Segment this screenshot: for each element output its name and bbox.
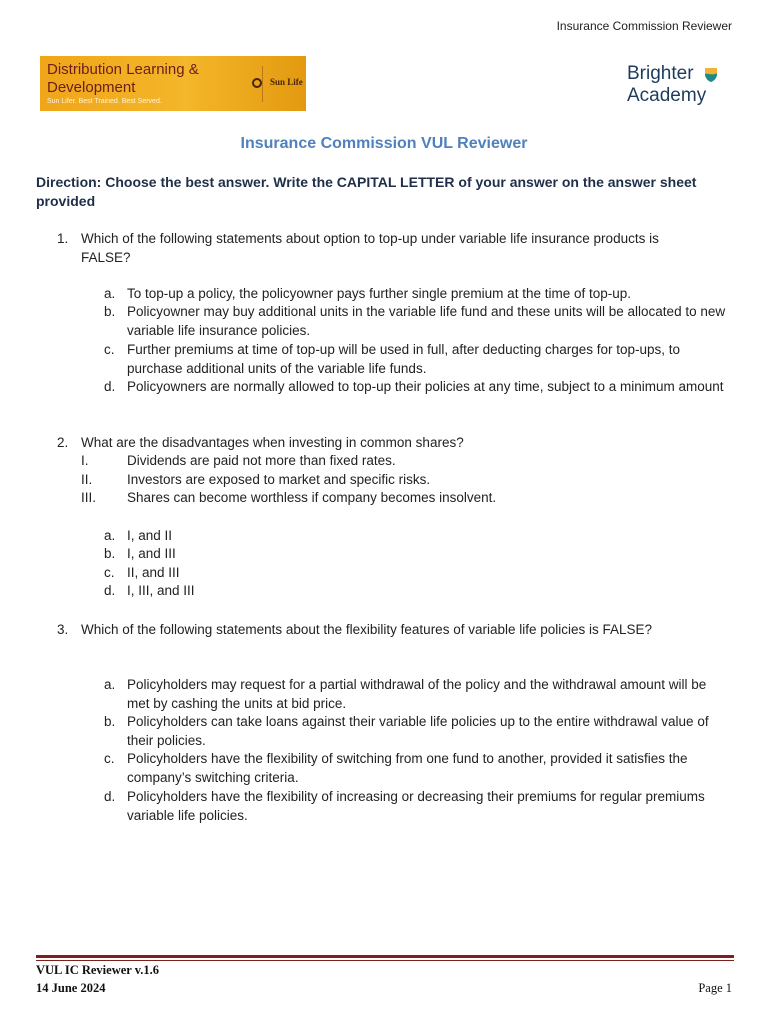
option-text: I, and II	[127, 528, 173, 543]
roman-item-text: Shares can become worthless if company becomes insolvent.	[127, 490, 497, 505]
brighter-wordmark: Brighter	[627, 63, 694, 84]
academy-wordmark: Academy	[627, 85, 707, 106]
footer-rule-thick	[36, 955, 734, 958]
question-number: 1.	[57, 231, 69, 246]
footer-rule-thin	[36, 960, 734, 961]
option-text: Policyowner may buy additional units in the variable life fund and these units will be allocated to new variable life insurance policies.	[127, 304, 726, 338]
direction-text: Direction: Choose the best answer. Write the CAPITAL LETTER of your answer on the answer sheet provided	[36, 174, 697, 209]
option-letter: c.	[104, 751, 115, 766]
option-text: Policyholders may request for a partial withdrawal of the policy and the withdrawal amount will be met by cashing the units at bid price.	[127, 677, 707, 711]
distribution-learning-logo	[40, 56, 306, 111]
dld-logo-line2: Development	[47, 79, 136, 96]
option-letter: a.	[104, 286, 116, 301]
option-text: Policyholders have the flexibility of switching from one fund to another, provided it satisfies the company’s switching criteria.	[127, 751, 688, 785]
option-letter: c.	[104, 342, 115, 357]
question-text: What are the disadvantages when investing in common shares?	[81, 435, 464, 450]
option-text: I, III, and III	[127, 583, 195, 598]
footer-version: VUL IC Reviewer v.1.6	[36, 963, 160, 977]
option-letter: d.	[104, 789, 116, 804]
roman-item-text: Investors are exposed to market and specific risks.	[127, 472, 431, 487]
sunlife-wordmark: Sun Life	[270, 77, 303, 87]
roman-numeral: I.	[81, 453, 89, 468]
option-text: Further premiums at time of top-up will be used in full, after deducting charges for top-ups, to purchase additional units of the variable life funds.	[127, 342, 681, 376]
shield-icon	[704, 67, 718, 83]
option-letter: c.	[104, 565, 115, 580]
question-text: Which of the following statements about the flexibility features of variable life policies is FALSE?	[81, 622, 653, 637]
running-header: Insurance Commission Reviewer	[556, 19, 732, 33]
dld-logo-tagline: Sun Lifer. Best Trained. Best Served.	[47, 98, 162, 105]
question-number: 3.	[57, 622, 69, 637]
option-text: Policyholders have the flexibility of increasing or decreasing their premiums for regular premiums variable life policies.	[127, 789, 705, 823]
option-letter: b.	[104, 714, 116, 729]
option-text: To top-up a policy, the policyowner pays further single premium at the time of top-up.	[127, 286, 632, 301]
option-text: I, and III	[127, 546, 176, 561]
option-text: Policyowners are normally allowed to top-up their policies at any time, subject to a minimum amount	[127, 379, 724, 394]
option-letter: d.	[104, 379, 116, 394]
roman-numeral: III.	[81, 490, 97, 505]
option-letter: a.	[104, 528, 116, 543]
question-text: Which of the following statements about option to top-up under variable life insurance products is FALSE?	[81, 231, 659, 265]
sunlife-sun-icon	[252, 78, 262, 88]
footer-date: 14 June 2024	[36, 981, 106, 995]
roman-numeral: II.	[81, 472, 93, 487]
option-text: II, and III	[127, 565, 180, 580]
page-number: Page 1	[698, 981, 732, 995]
roman-item-text: Dividends are paid not more than fixed rates.	[127, 453, 396, 468]
option-letter: a.	[104, 677, 116, 692]
dld-logo-line1: Distribution Learning &	[47, 61, 199, 78]
option-letter: b.	[104, 546, 116, 561]
option-text: Policyholders can take loans against their variable life policies up to the entire withdrawal value of their policies.	[127, 714, 709, 748]
question-number: 2.	[57, 435, 69, 450]
option-letter: d.	[104, 583, 116, 598]
option-letter: b.	[104, 304, 116, 319]
logo-divider	[262, 66, 263, 102]
document-title: Insurance Commission VUL Reviewer	[240, 135, 528, 152]
